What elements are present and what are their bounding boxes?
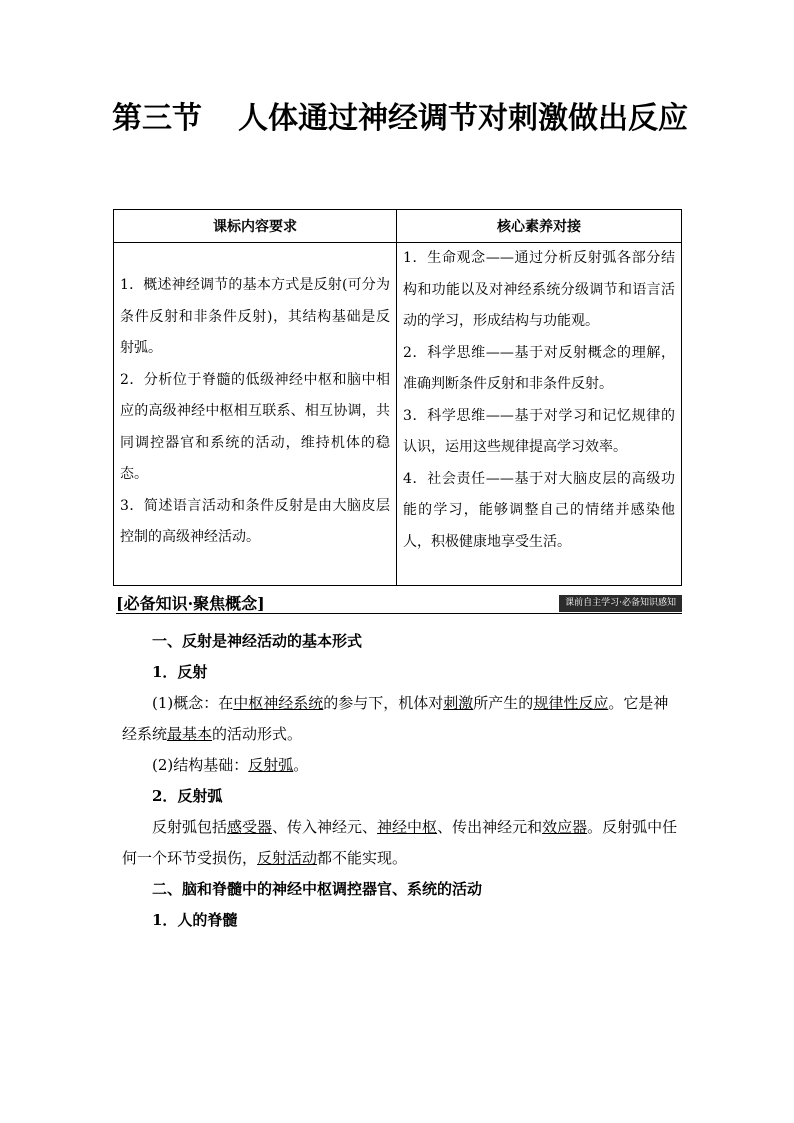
table-header-curriculum: 课标内容要求 — [114, 210, 397, 243]
underlined-term: 规律性反应 — [533, 694, 609, 712]
table-header-competency: 核心素养对接 — [397, 210, 682, 243]
text: 的参与下，机体对 — [323, 694, 444, 712]
list-item: 4．社会责任——基于对大脑皮层的高级功能的学习，能够调整自己的情绪并感染他人，积极健康地享受生活。 — [403, 470, 675, 550]
text: 、传出神经元和 — [437, 818, 543, 836]
table-row — [114, 243, 682, 586]
subheading-spinal-cord: 1．人的脊髓 — [152, 911, 238, 929]
text: (2)结构基础： — [152, 756, 249, 774]
paragraph-reflex-arc — [122, 812, 678, 874]
section-title: [必备知识·聚焦概念] — [116, 594, 265, 613]
paragraph-concept — [122, 688, 678, 750]
heading-2: 二、脑和脊髓中的神经中枢调控器官、系统的活动 — [152, 880, 483, 898]
paragraph-structure — [122, 750, 678, 781]
section-heading: 人体通过神经调节对刺激做出反应 — [238, 101, 688, 136]
list-item: 1．概述神经调节的基本方式是反射(可分为条件反射和非条件反射)，其结构基础是反射弧。 — [120, 277, 390, 356]
list-item: 3．科学思维——基于对学习和记忆规律的认识，运用这些规律提高学习效率。 — [403, 407, 675, 455]
competency-cell — [397, 243, 682, 586]
requirements-table — [113, 209, 682, 586]
list-item: 2．科学思维——基于对反射概念的理解，准确判断条件反射和非条件反射。 — [403, 344, 675, 392]
underlined-term: 最基本 — [167, 725, 213, 743]
underlined-term: 反射弧 — [248, 756, 294, 774]
subheading-reflex: 1．反射 — [152, 663, 208, 681]
subheading-reflex-arc: 2．反射弧 — [152, 787, 223, 805]
underlined-term: 刺激 — [443, 694, 474, 712]
text: 。反射弧中任何一个环节受损伤， — [122, 818, 678, 867]
section-number: 第三节 — [112, 101, 202, 136]
section-bar — [116, 591, 682, 614]
text: 。它是神经系统 — [122, 694, 669, 743]
underlined-term: 效应器 — [542, 818, 588, 836]
text: 。 — [293, 756, 309, 774]
text: (1)概念：在 — [152, 694, 234, 712]
content-body — [122, 626, 678, 936]
curriculum-cell — [114, 243, 397, 586]
table-header-row — [114, 210, 682, 243]
text: 都不能实现。 — [317, 849, 408, 867]
text: 的活动形式。 — [212, 725, 303, 743]
underlined-term: 反射活动 — [257, 849, 318, 867]
list-item: 3．简述语言活动和条件反射是由大脑皮层控制的高级神经活动。 — [120, 497, 390, 545]
underlined-term: 感受器 — [227, 818, 273, 836]
list-item: 2．分析位于脊髓的低级神经中枢和脑中相应的高级神经中枢相互联系、相互协调，共同调控器官和系统的活动，维持机体的稳态。 — [120, 371, 390, 482]
list-item: 1．生命观念——通过分析反射弧各部分结构和功能以及对神经系统分级调节和语言活动的学习，形成结构与功能观。 — [403, 250, 675, 329]
text: 反射弧包括 — [152, 818, 228, 836]
underlined-term: 神经中枢 — [377, 818, 438, 836]
underlined-term: 中枢神经系统 — [233, 694, 324, 712]
page-title — [100, 92, 700, 146]
text: 、传入神经元、 — [272, 818, 378, 836]
text: 所产生的 — [473, 694, 534, 712]
section-tag: 课前自主学习·必备知识感知 — [559, 595, 682, 612]
heading-1: 一、反射是神经活动的基本形式 — [152, 632, 363, 650]
